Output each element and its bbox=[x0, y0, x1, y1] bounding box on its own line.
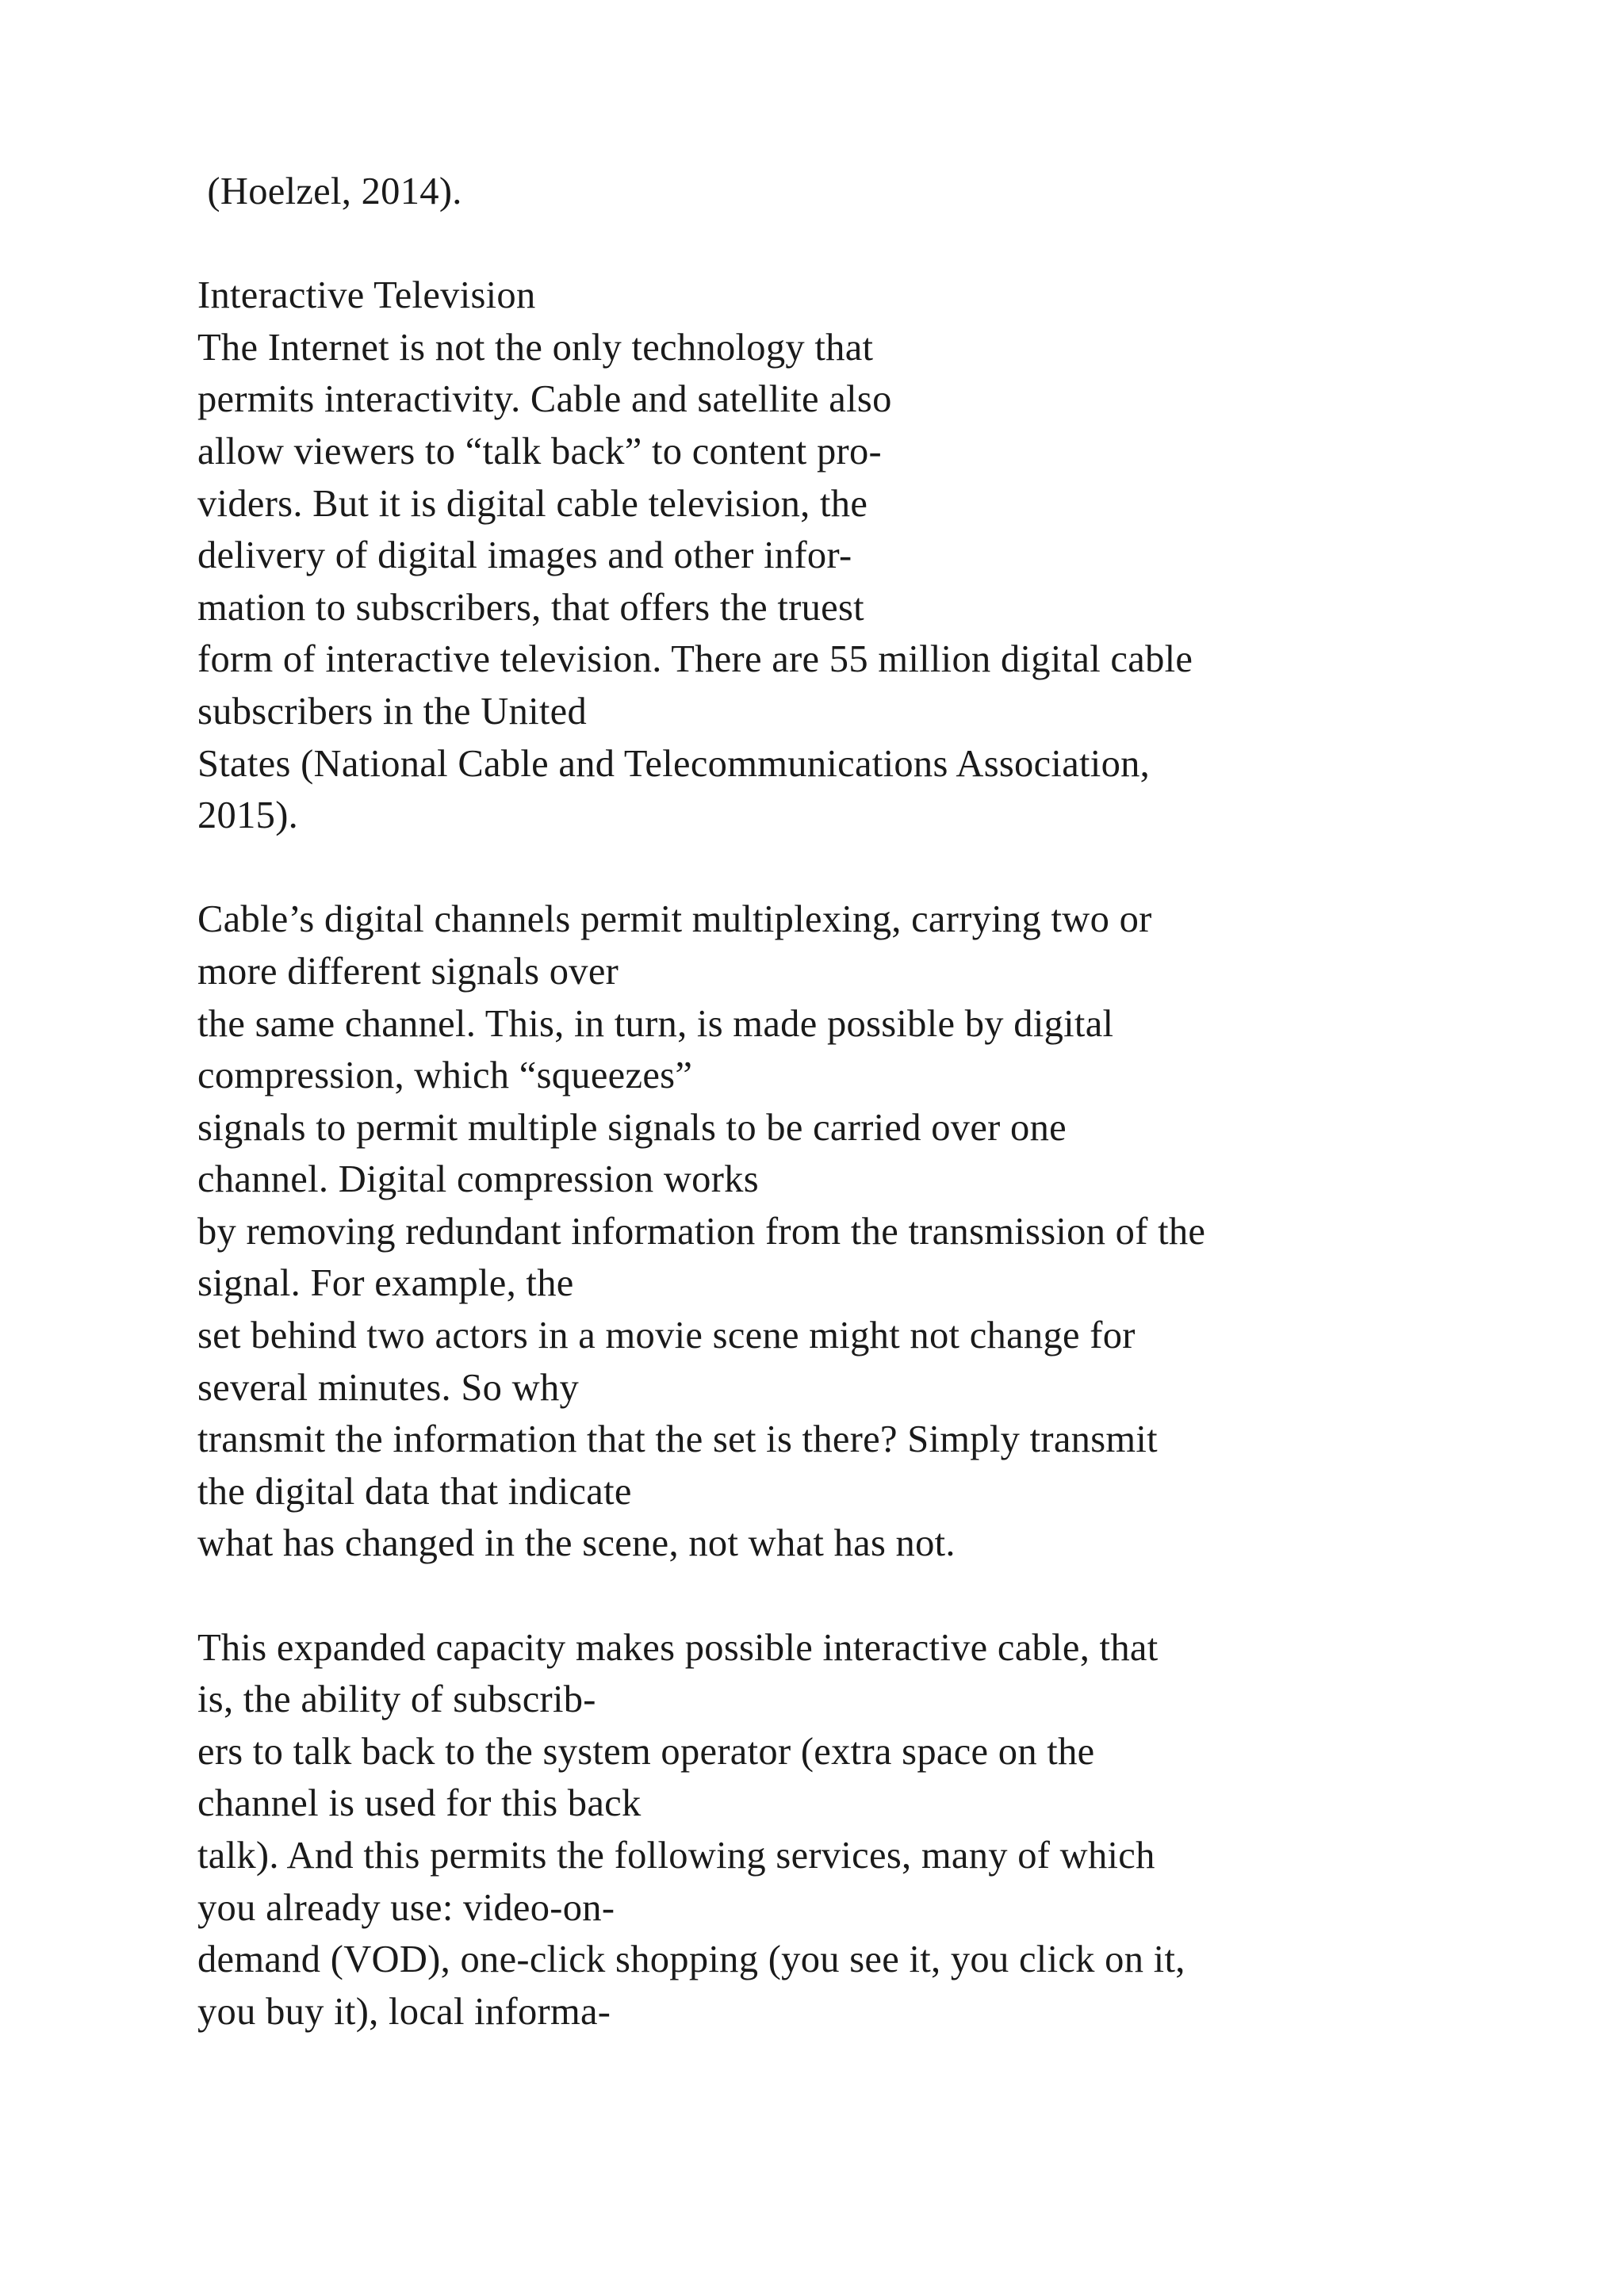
paragraph-line: Cable’s digital channels permit multiplexing, carrying two or bbox=[197, 898, 1152, 941]
paragraph-line: permits interactivity. Cable and satellite also bbox=[197, 378, 892, 421]
paragraph-line: you buy it), local informa- bbox=[197, 1990, 611, 2033]
blank-line bbox=[197, 842, 1466, 894]
paragraph-line: mation to subscribers, that offers the truest bbox=[197, 586, 864, 629]
blank-line bbox=[197, 1570, 1466, 1622]
paragraph-line: form of interactive television. There are 55 million digital cable bbox=[197, 638, 1193, 681]
paragraph-line: subscribers in the United bbox=[197, 690, 588, 733]
paragraph-line: the digital data that indicate bbox=[197, 1470, 632, 1513]
paragraph-line: is, the ability of subscrib- bbox=[197, 1678, 596, 1721]
document-body bbox=[197, 166, 1466, 2038]
paragraph-line: signals to permit multiple signals to be carried over one bbox=[197, 1106, 1067, 1149]
paragraph-line: channel is used for this back bbox=[197, 1782, 642, 1825]
paragraph-line: several minutes. So why bbox=[197, 1366, 580, 1409]
paragraph-line: set behind two actors in a movie scene might not change for bbox=[197, 1314, 1136, 1357]
paragraph-line: viders. But it is digital cable television, the bbox=[197, 482, 868, 525]
paragraph-line: The Internet is not the only technology that bbox=[197, 326, 874, 369]
paragraph-line: signal. For example, the bbox=[197, 1262, 574, 1305]
paragraph-line: by removing redundant information from the transmission of the bbox=[197, 1210, 1206, 1253]
paragraph-line: channel. Digital compression works bbox=[197, 1158, 759, 1201]
paragraph-line: 2015). bbox=[197, 794, 299, 837]
paragraph-line: transmit the information that the set is there? Simply transmit bbox=[197, 1418, 1158, 1461]
paragraph-line: compression, which “squeezes” bbox=[197, 1054, 693, 1097]
paragraph-line: delivery of digital images and other infor- bbox=[197, 534, 852, 577]
paragraph-line: the same channel. This, in turn, is made possible by digital bbox=[197, 1002, 1114, 1045]
paragraph-line: more different signals over bbox=[197, 950, 619, 993]
paragraph-line: ers to talk back to the system operator (extra space on the bbox=[197, 1730, 1095, 1773]
paragraph-line: States (National Cable and Telecommunications Association, bbox=[197, 742, 1151, 785]
paragraph-line: demand (VOD), one-click shopping (you see it, you click on it, bbox=[197, 1938, 1185, 1981]
blank-line bbox=[197, 218, 1466, 270]
paragraph-line: you already use: video-on- bbox=[197, 1886, 615, 1929]
paragraph-line: allow viewers to “talk back” to content pro- bbox=[197, 430, 882, 473]
paragraph-line: what has changed in the scene, not what has not. bbox=[197, 1522, 956, 1565]
section-heading: Interactive Television bbox=[197, 274, 536, 317]
paragraph-line: This expanded capacity makes possible interactive cable, that bbox=[197, 1626, 1159, 1669]
citation-line: (Hoelzel, 2014). bbox=[197, 170, 462, 212]
paragraph-line: talk). And this permits the following services, many of which bbox=[197, 1835, 1155, 1877]
